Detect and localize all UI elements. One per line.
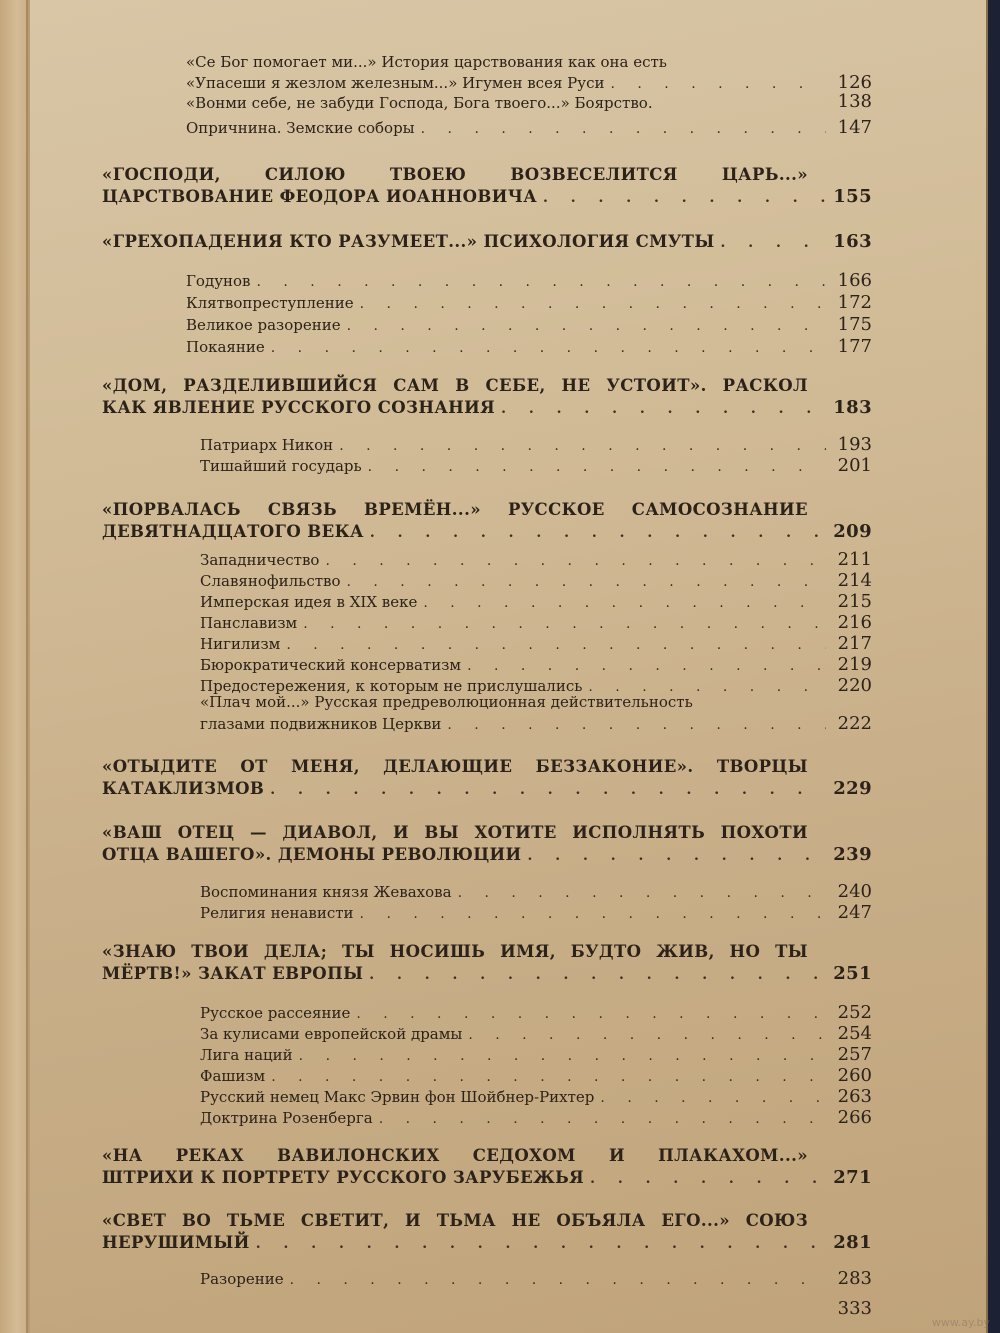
section-title: глазами подвижников Церкви [200, 715, 442, 733]
section-page: 257 [837, 1044, 872, 1065]
section-page: 283 [837, 1268, 872, 1289]
toc-entry [186, 117, 872, 138]
leader-dots [721, 235, 826, 251]
leader-dots [447, 717, 826, 733]
leader-dots [501, 401, 826, 417]
chapter-entry [102, 186, 872, 207]
section-title: Славянофильство [200, 572, 341, 590]
chapter-title-line1: «ВАШ ОТЕЦ — ДИАВОЛ, И ВЫ ХОТИТЕ ИСПОЛНЯТЬ ПОХОТИ [102, 823, 808, 842]
chapter-page: 229 [833, 778, 872, 799]
chapter-entry [102, 844, 872, 865]
leader-dots [356, 1006, 826, 1022]
chapter-title: ДЕВЯТНАДЦАТОГО ВЕКА [102, 522, 364, 541]
chapter-page: 271 [833, 1167, 872, 1188]
section-page: 214 [837, 570, 872, 591]
section-entry [200, 570, 872, 591]
chapter-entry [102, 778, 872, 799]
section-page: 240 [837, 881, 872, 902]
section-page: 220 [837, 675, 872, 696]
section-entry [200, 902, 872, 923]
section-page: 201 [837, 455, 872, 476]
leader-dots [299, 1048, 826, 1064]
leader-dots [600, 1090, 826, 1106]
chapter-title: ОТЦА ВАШЕГО». ДЕМОНЫ РЕВОЛЮЦИИ [102, 845, 522, 864]
chapter-title: «ГРЕХОПАДЕНИЯ КТО РАЗУМЕЕТ...» ПСИХОЛОГИЯ СМУТЫ [102, 232, 715, 251]
section-page: 211 [837, 549, 872, 570]
chapter-title-line1: «ПОРВАЛАСЬ СВЯЗЬ ВРЕМЁН...» РУССКОЕ САМОСОЗНАНИЕ [102, 500, 808, 519]
toc-entry-line: «Се Бог помогает ми...» История царствования как она есть [186, 53, 667, 71]
leader-dots [347, 318, 826, 334]
chapter-page: 183 [833, 397, 872, 418]
section-page: 166 [837, 270, 872, 291]
chapter-title: КАК ЯВЛЕНИЕ РУССКОГО СОЗНАНИЯ [102, 398, 496, 417]
section-entry [200, 1086, 872, 1107]
section-page: 217 [837, 633, 872, 654]
toc-entry [186, 72, 872, 93]
section-page: 222 [837, 713, 872, 734]
section-page: 247 [837, 902, 872, 923]
leader-dots [368, 459, 826, 475]
chapter-entry [102, 231, 872, 252]
chapter-title: МЁРТВ!» ЗАКАТ ЕВРОПЫ [102, 964, 364, 983]
section-title-line1: «Плач мой...» Русская предреволюционная действительность [200, 693, 693, 711]
section-entry [186, 270, 872, 291]
leader-dots [286, 637, 826, 653]
section-title: Бюрократический консерватизм [200, 656, 462, 674]
section-entry [200, 713, 872, 734]
section-title: Патриарх Никон [200, 436, 334, 454]
section-page: 260 [837, 1065, 872, 1086]
chapter-title: ЦАРСТВОВАНИЕ ФЕОДОРА ИОАННОВИЧА [102, 187, 538, 206]
leader-dots [370, 525, 826, 541]
section-title: Воспоминания князя Жевахова [200, 883, 452, 901]
section-page: 263 [837, 1086, 872, 1107]
section-page: 172 [837, 292, 872, 313]
section-entry [200, 654, 872, 675]
section-entry [200, 1002, 872, 1023]
section-entry [200, 612, 872, 633]
section-title: Клятвопреступление [186, 294, 354, 312]
chapter-page: 251 [833, 963, 872, 984]
leader-dots [379, 1111, 826, 1127]
chapter-page: 163 [833, 231, 872, 252]
section-entry [200, 1268, 872, 1289]
section-page: 177 [837, 336, 872, 357]
leader-dots [256, 1236, 826, 1252]
leader-dots [611, 76, 827, 92]
chapter-entry [102, 521, 872, 542]
leader-dots [271, 340, 826, 356]
chapter-entry [102, 1167, 872, 1188]
section-title: Имперская идея в XIX веке [200, 593, 418, 611]
section-title: Разорение [200, 1270, 284, 1288]
section-title: Предостережения, к которым не прислушались [200, 677, 583, 695]
chapter-title-line1: «ЗНАЮ ТВОИ ДЕЛА; ТЫ НОСИШЬ ИМЯ, БУДТО ЖИВ, НО ТЫ [102, 942, 808, 961]
section-entry [200, 633, 872, 654]
chapter-title: КАТАКЛИЗМОВ [102, 779, 265, 798]
section-entry [186, 336, 872, 357]
leader-dots [468, 1027, 826, 1043]
leader-dots [271, 1069, 826, 1085]
section-entry [200, 455, 872, 476]
section-entry [186, 292, 872, 313]
section-entry [186, 314, 872, 335]
chapter-title-line1: «ГОСПОДИ, СИЛОЮ ТВОЕЮ ВОЗВЕСЕЛИТСЯ ЦАРЬ...» [102, 165, 808, 184]
section-page: 219 [837, 654, 872, 675]
toc-entry-page: 126 [837, 72, 872, 93]
section-title: Великое разорение [186, 316, 341, 334]
section-entry [200, 1107, 872, 1128]
section-title: Доктрина Розенберга [200, 1109, 373, 1127]
section-page: 216 [837, 612, 872, 633]
toc-entry-page: 147 [837, 117, 872, 138]
chapter-title: НЕРУШИМЫЙ [102, 1233, 250, 1252]
leader-dots [303, 616, 826, 632]
section-title: Нигилизм [200, 635, 281, 653]
chapter-page: 155 [833, 186, 872, 207]
leader-dots [270, 782, 826, 798]
toc-entry-page: 138 [837, 91, 872, 112]
leader-dots [369, 967, 826, 983]
leader-dots [467, 658, 826, 674]
chapter-page: 239 [833, 844, 872, 865]
section-page: 252 [837, 1002, 872, 1023]
section-entry [200, 434, 872, 455]
section-page: 193 [837, 434, 872, 455]
section-page: 175 [837, 314, 872, 335]
chapter-title-line1: «СВЕТ ВО ТЬМЕ СВЕТИТ, И ТЬМА НЕ ОБЪЯЛА ЕГО...» СОЮЗ [102, 1211, 808, 1230]
leader-dots [290, 1272, 826, 1288]
section-title: Годунов [186, 272, 251, 290]
section-entry [200, 549, 872, 570]
chapter-entry [102, 963, 872, 984]
section-title: Покаяние [186, 338, 265, 356]
toc-entry-title: Опричнина. Земские соборы [186, 119, 415, 137]
section-page: 215 [837, 591, 872, 612]
toc-entry-title: «Упасеши я жезлом железным...» Игумен всея Руси [186, 74, 605, 92]
section-title: Фашизм [200, 1067, 266, 1085]
leader-dots [347, 574, 827, 590]
leader-dots [421, 121, 826, 137]
section-title: За кулисами европейской драмы [200, 1025, 463, 1043]
leader-dots [257, 274, 827, 290]
section-title: Лига наций [200, 1046, 293, 1064]
chapter-page: 281 [833, 1232, 872, 1253]
leader-dots [339, 438, 826, 454]
section-entry [200, 881, 872, 902]
watermark: www.ay.by [931, 1316, 990, 1329]
leader-dots [360, 906, 826, 922]
section-title: Тишайший государь [200, 457, 362, 475]
chapter-title-line1: «ОТЫДИТЕ ОТ МЕНЯ, ДЕЛАЮЩИЕ БЕЗЗАКОНИЕ». ТВОРЦЫ [102, 757, 808, 776]
final-page-number: 333 [837, 1298, 872, 1319]
chapter-title: ШТРИХИ К ПОРТРЕТУ РУССКОГО ЗАРУБЕЖЬЯ [102, 1168, 585, 1187]
leader-dots [325, 553, 826, 569]
section-title: Русский немец Макс Эрвин фон Шойбнер-Рихтер [200, 1088, 595, 1106]
section-title: Панславизм [200, 614, 298, 632]
section-title: Западничество [200, 551, 320, 569]
leader-dots [543, 190, 826, 206]
section-entry [200, 591, 872, 612]
section-page: 266 [837, 1107, 872, 1128]
section-title: Русское рассеяние [200, 1004, 351, 1022]
leader-dots [360, 296, 826, 312]
chapter-title-line1: «НА РЕКАХ ВАВИЛОНСКИХ СЕДОХОМ И ПЛАКАХОМ...» [102, 1146, 808, 1165]
section-entry [200, 1065, 872, 1086]
section-entry [200, 1044, 872, 1065]
section-title: Религия ненависти [200, 904, 354, 922]
chapter-title-line1: «ДОМ, РАЗДЕЛИВШИЙСЯ САМ В СЕБЕ, НЕ УСТОИТ». РАСКОЛ [102, 376, 808, 395]
leader-dots [590, 1171, 826, 1187]
chapter-page: 209 [833, 521, 872, 542]
toc-entry-title: «Вонми себе, не забуди Господа, Бога твоего...» Боярство. [186, 94, 653, 112]
section-page: 254 [837, 1023, 872, 1044]
leader-dots [528, 848, 826, 864]
leader-dots [423, 595, 826, 611]
chapter-entry [102, 1232, 872, 1253]
chapter-entry [102, 397, 872, 418]
section-entry [200, 1023, 872, 1044]
leader-dots [458, 885, 826, 901]
